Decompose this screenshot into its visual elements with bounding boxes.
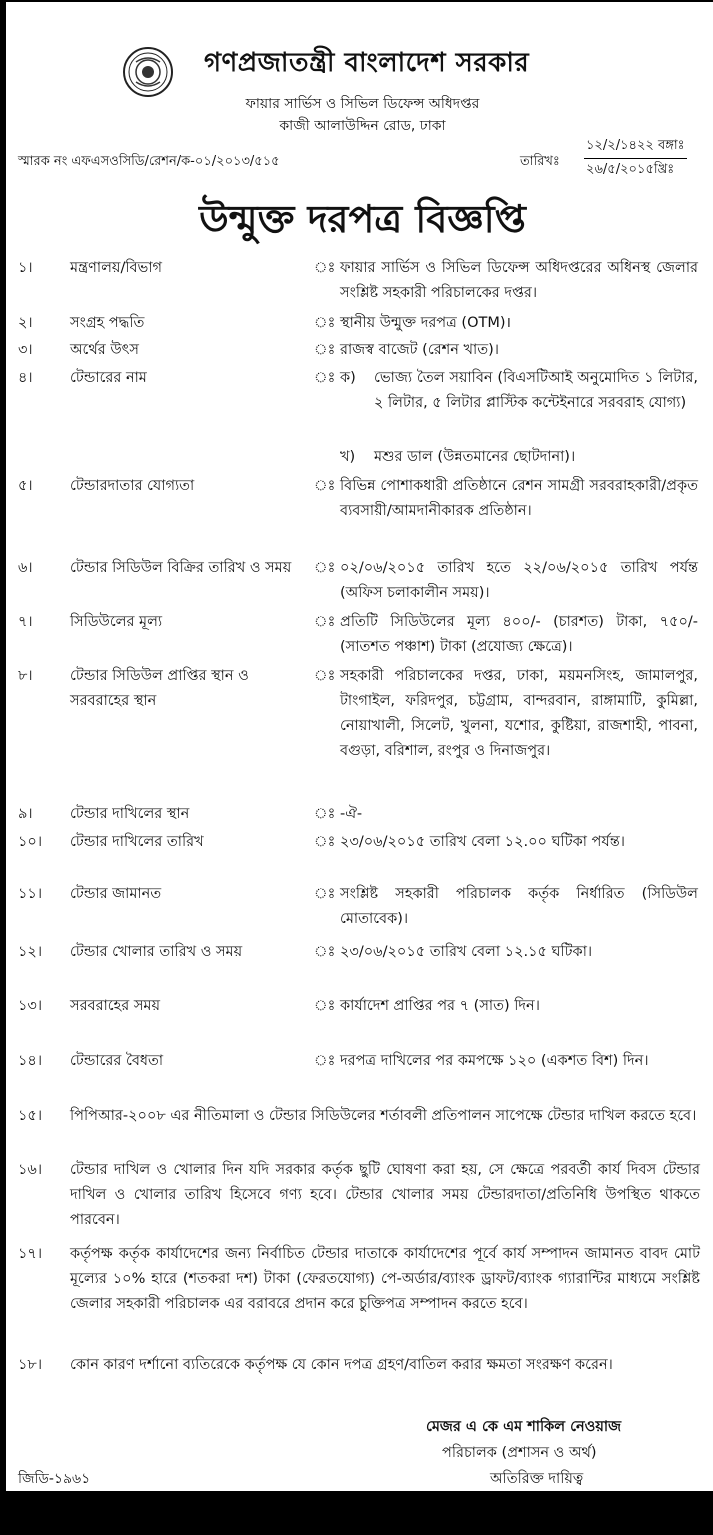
date-label: তারিখঃ xyxy=(520,154,560,169)
memo-number: স্মারক নং এফএসওসিডি/রেশন/ক-০১/২০১৩/৫১৫ xyxy=(18,154,280,169)
item-value: কার্যাদেশ প্রাপ্তির পর ৭ (সাত) দিন। xyxy=(340,998,540,1014)
item-colon: ঃ xyxy=(314,342,336,358)
department-address: কাজী আলাউদ্দিন রোড, ঢাকা xyxy=(279,118,446,134)
item-value: প্রতিটি সিডিউলের মূল্য ৪০০/- (চারশত) টাকা, ৭৫০/- (সাতশত পঞ্চাশ) টাকা (প্রযোজ্য ক্ষেত্রে)। xyxy=(340,614,698,655)
department-name: ফায়ার সার্ভিস ও সিভিল ডিফেন্স অধিদপ্তর xyxy=(245,96,480,112)
item-label: টেন্ডার সিডিউল প্রাপ্তির স্থান ও সরবরাহের স্থান xyxy=(70,668,249,709)
signatory-note: অতিরিক্ত দায়িত্ব xyxy=(490,1471,584,1487)
item-number: ৬। xyxy=(18,560,33,576)
item-value: -ঐ- xyxy=(340,806,363,822)
item-number: ১১। xyxy=(18,886,43,902)
item-value: সংশ্লিষ্ট সহকারী পরিচালক কর্তৃক নির্ধারিত (সিডিউল মোতাবেক)। xyxy=(340,886,698,927)
item-label: টেন্ডার সিডিউল বিক্রির তারিখ ও সময় xyxy=(70,560,292,576)
item-label: টেন্ডারের বৈধতা xyxy=(70,1053,164,1069)
item-number: ৯। xyxy=(18,806,33,822)
item-number: ৫। xyxy=(18,478,33,494)
item-number: ২। xyxy=(18,315,33,331)
item-value: সহকারী পরিচালকের দপ্তর, ঢাকা, ময়মনসিংহ, জামালপুর, টাংগাইল, ফরিদপুর, চট্টগ্রাম, বান্দরবান, রাঙ্গামাটি, কুমিল্লা, নোয়াখালী, সিলেট, খুলনা, যশোর, কুষ্টিয়া, রাজশাহী, পাবনা, বগুড়া, বরিশাল, রংপুর ও দিনাজপুর। xyxy=(340,668,698,759)
item-colon: ঃ xyxy=(314,614,336,630)
item-value: দরপত্র দাখিলের পর কমপক্ষে ১২০ (একশত বিশ) দিন। xyxy=(340,1053,649,1069)
clause-number: ১৮। xyxy=(18,1357,43,1373)
item-colon: ঃ xyxy=(314,260,336,276)
item-value: রাজস্ব বাজেট (রেশন খাত)। xyxy=(340,342,499,358)
item-number: ৭। xyxy=(18,614,33,630)
signatory-name: মেজর এ কে এম শাকিল নেওয়াজ xyxy=(426,1419,622,1435)
item-number: ১। xyxy=(18,260,33,276)
item-value: ০২/০৬/২০১৫ তারিখ হতে ২২/০৬/২০১৫ তারিখ পর্যন্ত (অফিস চলাকালীন সময়)। xyxy=(340,560,698,601)
date-gregorian: ২৬/৫/২০১৫খ্রিঃ xyxy=(586,162,675,177)
clause-text: কর্তৃপক্ষ কর্তৃক কার্যাদেশের জন্য নির্বাচিত টেন্ডার দাতাকে কার্যাদেশের পূর্বে কার্য সম্পাদন জামানত বাবদ মোট মূল্যের ১০% হারে (শতকরা দশ) টাকা (ফেরতযোগ্য) পে-অর্ডার/ব্যাংক ড্রাফট/ব্যাংক গ্যারান্টির মাধ্যমে সংশ্লিষ্ট জেলার সহকারী পরিচালক এর বরাবরে প্রদান করে চুক্তিপত্র সম্পাদন করতে হবে। xyxy=(70,1246,700,1312)
item-value: ২৩/০৬/২০১৫ তারিখ বেলা ১২.১৫ ঘটিকা। xyxy=(340,944,593,960)
government-title: গণপ্রজাতন্ত্রী বাংলাদেশ সরকার xyxy=(204,48,530,78)
item-label: টেন্ডারদাতার যোগ্যতা xyxy=(70,478,195,494)
clause-number: ১৭। xyxy=(18,1246,43,1262)
item-colon: ঃ xyxy=(314,560,336,576)
item-colon: ঃ xyxy=(314,834,336,850)
item-label: টেন্ডার দাখিলের তারিখ xyxy=(70,834,204,850)
subitem-tag: ক) xyxy=(340,370,356,386)
item-value: ফায়ার সার্ভিস ও সিভিল ডিফেন্স অধিদপ্তরের অধিনস্থ জেলার সংশ্লিষ্ট সহকারী পরিচালকের দপ্তর। xyxy=(340,260,698,301)
clause-text: টেন্ডার দাখিল ও খোলার দিন যদি সরকার কর্তৃক ছুটি ঘোষণা করা হয়, সে ক্ষেত্রে পরবর্তী কার্য দিবস টেন্ডার দাখিল ও খোলার তারিখ হিসেবে গণ্য হবে। টেন্ডার খোলার সময় টেন্ডারদাতা/প্রতিনিধি উপস্থিত থাকতে পারবেন। xyxy=(70,1162,700,1228)
item-label: সংগ্রহ পদ্ধতি xyxy=(70,315,145,331)
gd-number: জিডি-১৯৬১ xyxy=(18,1471,91,1487)
signatory-designation: পরিচালক (প্রশাসন ও অর্থ) xyxy=(442,1445,597,1461)
item-number: ১৪। xyxy=(18,1053,43,1069)
clause-text: কোন কারণ দর্শানো ব্যতিরেকে কর্তৃপক্ষ যে কোন দপত্র গ্রহণ/বাতিল করার ক্ষমতা সংরক্ষণ করেন। xyxy=(70,1357,613,1373)
item-colon: ঃ xyxy=(314,668,336,684)
item-label: টেন্ডার খোলার তারিখ ও সময় xyxy=(70,944,243,960)
item-colon: ঃ xyxy=(314,370,336,386)
item-number: ৩। xyxy=(18,342,33,358)
subitem-text: মশুর ডাল (উন্নতমানের ছোটদানা)। xyxy=(374,449,576,465)
item-number: ১২। xyxy=(18,944,43,960)
notice-title: উন্মুক্ত দরপত্র বিজ্ঞপ্তি xyxy=(199,197,526,241)
item-colon: ঃ xyxy=(314,315,336,331)
item-value: ২৩/০৬/২০১৫ তারিখ বেলা ১২.০০ ঘটিকা পর্যন্ত। xyxy=(340,834,625,850)
item-value: স্থানীয় উন্মুক্ত দরপত্র (OTM)। xyxy=(340,315,512,331)
item-colon: ঃ xyxy=(314,886,336,902)
item-label: সরবরাহের সময় xyxy=(70,998,161,1014)
item-colon: ঃ xyxy=(314,806,336,822)
clause-number: ১৫। xyxy=(18,1108,43,1124)
item-label: টেন্ডার জামানত xyxy=(70,886,162,902)
item-colon: ঃ xyxy=(314,998,336,1014)
date-bangla: ১২/২/১৪২২ বঙ্গাঃ xyxy=(584,136,687,159)
item-number: ১০। xyxy=(18,834,43,850)
subitem-text: ভোজ্য তৈল সয়াবিন (বিএসটিআই অনুমোদিত ১ লিটার, ২ লিটার, ৫ লিটার প্লাস্টিক কন্টেইনারে সরবরাহ যোগ্য) xyxy=(374,370,698,411)
item-colon: ঃ xyxy=(314,478,336,494)
item-colon: ঃ xyxy=(314,944,336,960)
item-number: ১৩। xyxy=(18,998,43,1014)
item-label: টেন্ডারের নাম xyxy=(70,370,147,386)
item-label: অর্থের উৎস xyxy=(70,342,139,358)
item-label: সিডিউলের মূল্য xyxy=(70,614,163,630)
date-box xyxy=(584,136,687,181)
item-label: টেন্ডার দাখিলের স্থান xyxy=(70,806,190,822)
clause-number: ১৬। xyxy=(18,1162,43,1178)
item-colon: ঃ xyxy=(314,1053,336,1069)
item-number: ৮। xyxy=(18,668,33,684)
subitem-tag: খ) xyxy=(340,449,356,465)
item-label: মন্ত্রণালয়/বিভাগ xyxy=(70,260,163,276)
clause-text: পিপিআর-২০০৮ এর নীতিমালা ও টেন্ডার সিডিউলের শর্তাবলী প্রতিপালন সাপেক্ষে টেন্ডার দাখিল করতে হবে। xyxy=(70,1108,697,1124)
item-number: ৪। xyxy=(18,370,33,386)
government-seal-icon xyxy=(122,46,174,98)
item-value: বিভিন্ন পোশাকধারী প্রতিষ্ঠানে রেশন সামগ্রী সরবরাহকারী/প্রকৃত ব্যবসায়ী/আমদানীকারক প্রতিষ্ঠান। xyxy=(340,478,698,519)
